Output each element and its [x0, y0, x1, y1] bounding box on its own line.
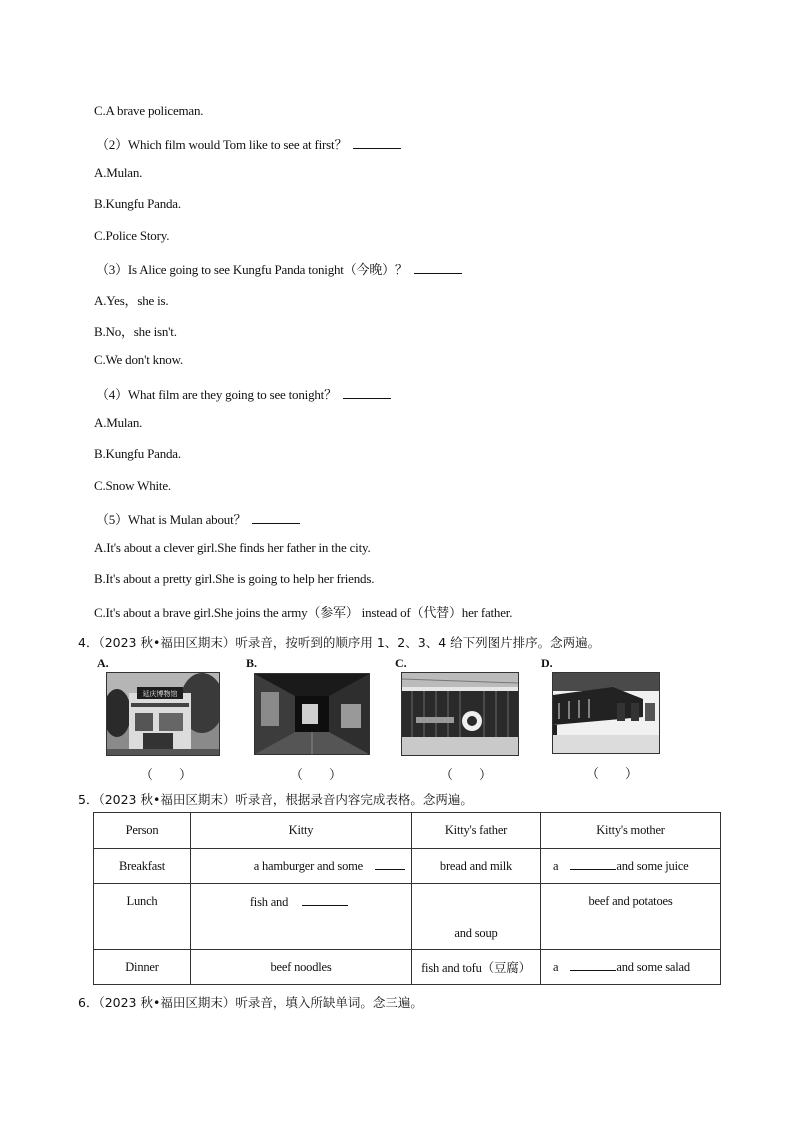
- table-cell: [191, 884, 412, 950]
- answer-blank[interactable]: [252, 512, 300, 524]
- row-label: Dinner: [94, 950, 191, 985]
- picture-label: A.: [97, 656, 109, 670]
- option-text: C.A brave policeman.: [94, 103, 204, 118]
- exhibition-hall-photo: [552, 672, 660, 754]
- row-label: Lunch: [94, 884, 191, 950]
- row-label: Breakfast: [94, 849, 191, 884]
- option-b: B.Kungfu Panda.: [94, 446, 181, 461]
- answer-parentheses[interactable]: （ ）: [140, 767, 193, 782]
- option-b: B.No，she isn't.: [94, 324, 177, 339]
- option-a: A.Mulan.: [94, 415, 143, 430]
- answer-blank[interactable]: [353, 137, 401, 149]
- answer-parentheses[interactable]: （ ）: [440, 767, 493, 782]
- question-text: （4）What film are they going to see tonight？: [96, 387, 337, 402]
- question-5: [96, 509, 300, 528]
- cell-text: a: [553, 859, 559, 873]
- picture-label: D.: [541, 656, 553, 670]
- option-c: C.We don't know.: [94, 352, 183, 367]
- header-cell: Kitty's father: [412, 813, 541, 849]
- header-cell: Person: [94, 813, 191, 849]
- meal-table: [93, 812, 721, 985]
- table-cell: fish and tofu（豆腐）: [412, 950, 541, 985]
- table-cell: and soup: [412, 884, 541, 950]
- museum-building-photo: [106, 672, 220, 756]
- question-2: [96, 134, 401, 153]
- option-b: B.Kungfu Panda.: [94, 196, 181, 211]
- header-cell: Kitty: [191, 813, 412, 849]
- cell-text: fish and: [249, 895, 289, 909]
- option-a: A.It's about a clever girl.She finds her father in the city.: [94, 540, 371, 555]
- modern-building-photo: [401, 672, 519, 756]
- answer-blank[interactable]: [302, 894, 348, 906]
- answer-parentheses[interactable]: （ ）: [290, 767, 343, 782]
- question-text: （5）What is Mulan about？: [96, 512, 247, 527]
- option-c: C.It's about a brave girl.She joins the army（参军） instead of（代替）her father.: [94, 605, 513, 620]
- answer-blank[interactable]: [570, 858, 616, 870]
- table-row: [94, 849, 721, 884]
- question-5-heading: 5．（2023 秋•福田区期末）听录音，根据录音内容完成表格。念两遍。: [78, 792, 473, 807]
- question-3: [96, 259, 462, 278]
- answer-blank[interactable]: [570, 959, 616, 971]
- picture-label: B.: [246, 656, 258, 670]
- question-text: （3）Is Alice going to see Kungfu Panda tonight（今晚）？: [96, 262, 408, 277]
- picture-label: C.: [395, 656, 407, 670]
- answer-blank[interactable]: [375, 858, 405, 870]
- answer-blank[interactable]: [414, 262, 462, 274]
- question-text: （2）Which film would Tom like to see at first？: [96, 137, 348, 152]
- table-cell: [541, 950, 721, 985]
- header-cell: Kitty's mother: [541, 813, 721, 849]
- question-4: [96, 384, 391, 403]
- option-c: C.Snow White.: [94, 478, 171, 493]
- cell-text: and some salad: [616, 960, 690, 974]
- question-4-heading: 4．（2023 秋•福田区期末）听录音，按听到的顺序用 1、2、3、4 给下列图片排序。念两遍。: [78, 635, 601, 650]
- gallery-hall-photo: [254, 673, 370, 755]
- cell-text: and some juice: [616, 859, 689, 873]
- option-c: C.Police Story.: [94, 228, 170, 243]
- table-cell: bread and milk: [412, 849, 541, 884]
- table-cell: beef noodles: [191, 950, 412, 985]
- table-cell: [191, 849, 412, 884]
- cell-text: a: [553, 960, 559, 974]
- question-6-heading: 6．（2023 秋•福田区期末）听录音，填入所缺单词。念三遍。: [78, 995, 423, 1010]
- cell-text: a hamburger and some: [253, 859, 363, 873]
- answer-parentheses[interactable]: （ ）: [586, 766, 639, 781]
- answer-blank[interactable]: [343, 387, 391, 399]
- table-cell: beef and potatoes: [541, 884, 721, 950]
- table-row: [94, 884, 721, 950]
- table-row: [94, 950, 721, 985]
- option-a: A.Yes，she is.: [94, 293, 169, 308]
- museum-sign-text: 延庆博物馆: [142, 690, 178, 698]
- option-a: A.Mulan.: [94, 165, 143, 180]
- option-b: B.It's about a pretty girl.She is going to help her friends.: [94, 571, 375, 586]
- table-cell: [541, 849, 721, 884]
- table-header-row: [94, 813, 721, 849]
